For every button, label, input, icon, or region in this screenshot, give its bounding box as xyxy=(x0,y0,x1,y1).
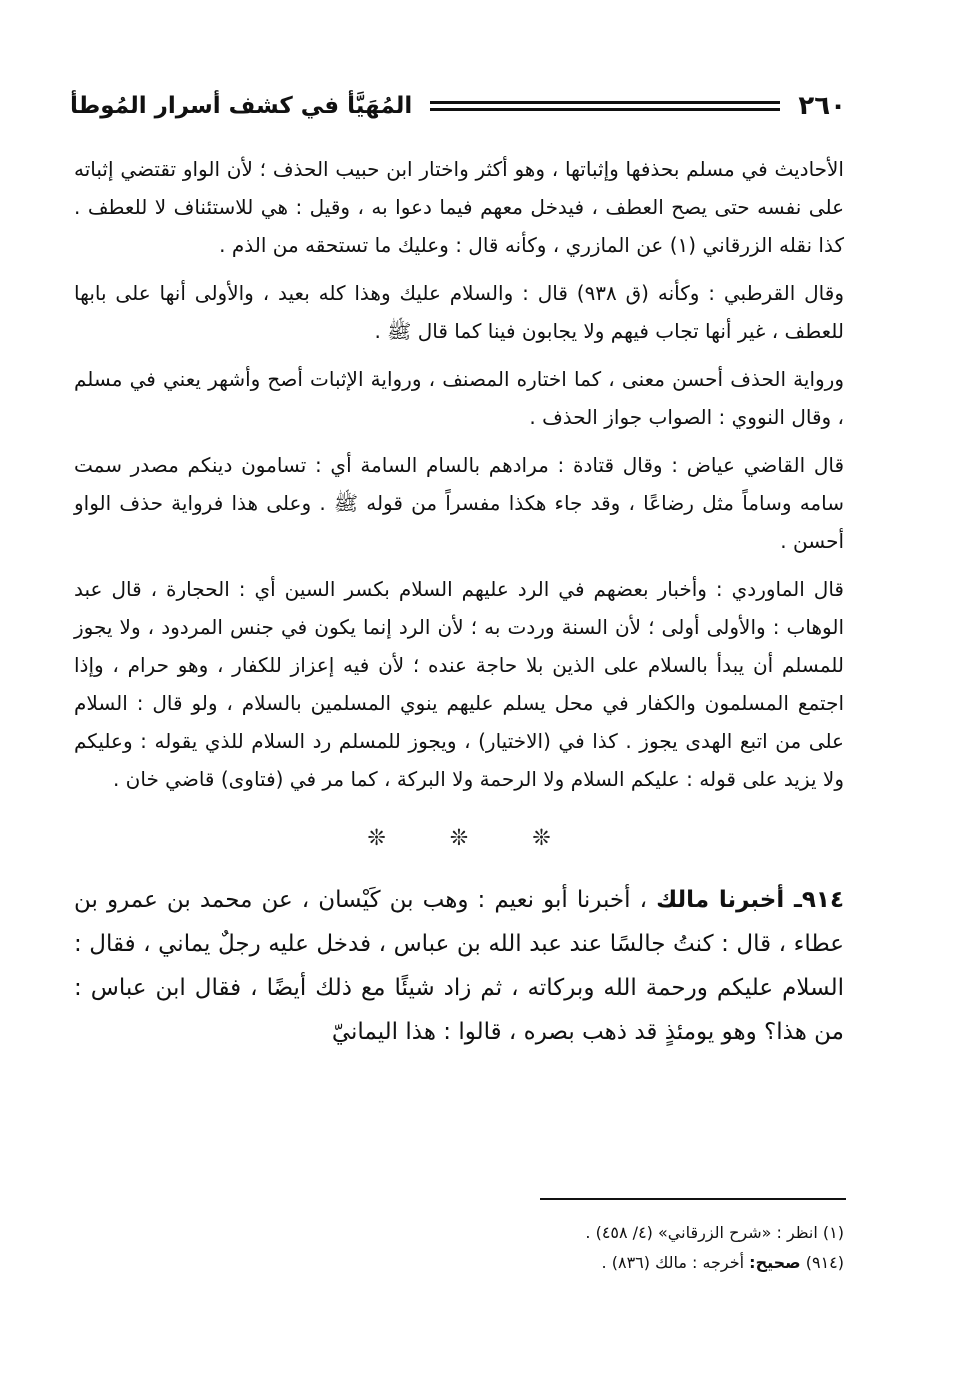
footnote-2-number: (٩١٤) xyxy=(805,1253,844,1272)
footnote-1: (١) انظر : «شرح الزرقاني» (٤/ ٤٥٨) . xyxy=(585,1223,844,1242)
paragraph-2: وقال القرطبي : وكأنه (ق ٩٣٨) قال : والسلام عليك وهذا كله بعيد ، والأولى أنها على بابها للعطف ، غير أنها تجاب فيهم ولا يجابون فينا كما قال ﷺ . xyxy=(74,281,844,343)
hadith-text: ، أخبرنا أبو نعيم : وهب بن كَيْسان ، عن محمد بن عمرو بن عطاء ، قال : كنتُ جالسًا عند عبد الله بن عباس ، فدخل عليه رجلٌ يماني ، فقال : السلام عليكم ورحمة الله وبركاته ، ثم زاد شيئًا مع ذلك أيضًا ، فقال ابن عباس : من هذا؟ وهو يومئذٍ قد ذهب بصره ، قالوا : هذا اليمانيّ xyxy=(74,887,844,1045)
separator-star-icon: ❊ xyxy=(367,826,386,851)
paragraph-5: قال الماوردي : وأخبار بعضهم في الرد عليهم السلام بكسر السين أي : الحجارة ، قال عبد الوهاب : والأولى أولى ؛ لأن السنة وردت به ؛ لأن الرد إنما يكون في جنس المردود ، ولا يجوز للمسلم أن يبدأ بالسلام على الذين بلا حاجة عنده ؛ لأن فيه إعزاز للكفار ، وهو حرام ، وإذا اجتمع المسلمون والكفار في محل يسلم عليهم ينوي المسلمين بالسلام ، ولو قال : السلام على من اتبع الهدى يجوز . كذا في (الاختيار) ، ويجوز للمسلم رد السلام للذي يقوله : وعليكم ولا يزيد على قوله : عليكم السلام ولا الرحمة ولا البركة ، كما مر في (فتاوى) قاضي خان . xyxy=(74,577,844,791)
section-separator xyxy=(74,808,844,870)
book-title: المُهَيَّأ في كشف أسرار المُوطأ xyxy=(70,93,413,119)
hadith-heading: ٩١٤ـ أخبرنا مالك xyxy=(656,887,845,913)
footnote-rule xyxy=(540,1198,846,1200)
page-header xyxy=(70,84,846,128)
separator-star-icon: ❊ xyxy=(449,826,469,851)
footnote-2-source: أخرجه : مالك (٨٣٦) . xyxy=(601,1253,745,1272)
footnote-2 xyxy=(74,1248,844,1278)
separator-star-icon: ❊ xyxy=(532,826,551,851)
main-text xyxy=(74,150,844,1054)
footnote-2-grade: صحيح: xyxy=(749,1253,801,1272)
paragraph-3: ورواية الحذف أحسن معنى ، كما اختاره المصنف ، ورواية الإثبات أصح وأشهر يعني في مسلم ، وقال النووي : الصواب جواز الحذف . xyxy=(74,367,844,429)
paragraph-4: قال القاضي عياض : وقال قتادة : مرادهم بالسام السامة أي : تسامون دينكم مصدر سمت سامه وساماً مثل رضاعًا ، وقد جاء هكذا مفسراً من قوله ﷺ . وعلى هذا فرواية حذف الواو أحسن . xyxy=(74,453,844,553)
paragraph-1: الأحاديث في مسلم بحذفها وإثباتها ، وهو أكثر واختار ابن حبيب الحذف ؛ لأن الواو تقتضي إثباته على نفسه حتى يصح العطف ، فيدخل معهم فيما دعوا به ، وقيل : هي للاستئناف لا للعطف . كذا نقله الزرقاني (١) عن المازري ، وكأنه قال : وعليك ما تستحقه من الذم . xyxy=(74,157,844,257)
page-number: ٢٦٠ xyxy=(798,91,846,121)
hadith-914 xyxy=(74,878,844,1054)
footnotes xyxy=(74,1218,844,1278)
header-rule xyxy=(430,101,780,111)
